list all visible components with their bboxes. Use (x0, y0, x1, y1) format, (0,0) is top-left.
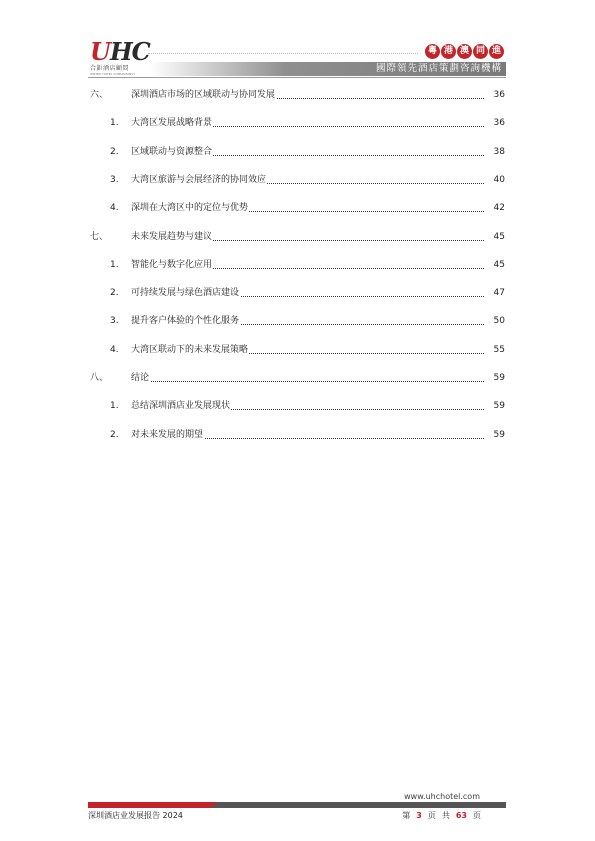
badge-circle: 粵 (425, 44, 440, 59)
toc-entry-number: 4. (110, 344, 119, 355)
tagline: 國際領先酒店策劃咨詢機構 (375, 63, 502, 74)
toc-entry-number: 3. (110, 316, 119, 327)
toc-entry-page: 59 (484, 399, 505, 413)
toc-entry-title: 对未来发展的期望 (131, 429, 204, 440)
toc-entry-title: 深圳酒店市场的区域联动与协同发展 (131, 90, 276, 100)
toc-dot-leader (131, 381, 494, 382)
toc-entry-number: 2. (110, 288, 119, 299)
toc-entry-page: 45 (484, 230, 505, 244)
toc-entry-number: 3. (110, 174, 119, 185)
header-dotted-line (148, 53, 418, 54)
toc-subsection-entry[interactable] (0, 286, 595, 300)
toc-entry-number: 七、 (90, 231, 109, 242)
toc-subsection-entry[interactable] (0, 314, 595, 328)
toc-entry-page: 47 (484, 286, 505, 300)
page-footer (88, 790, 506, 820)
toc-entry-number: 八、 (90, 373, 109, 383)
toc-section-entry[interactable] (0, 88, 595, 102)
toc-entry-title: 深圳在大湾区中的定位与优势 (131, 203, 249, 214)
toc-entry-page: 59 (484, 371, 505, 385)
toc-entry-page: 36 (484, 88, 505, 102)
toc-entry-title: 大湾区联动下的未来发展策略 (131, 344, 249, 355)
logo-chinese-name: 合鉅酒店顧問 (90, 65, 130, 72)
toc-entry-number: 1. (110, 401, 119, 412)
total-page-count: 63 (455, 811, 467, 820)
badge-circle: 進 (489, 44, 504, 59)
toc-entry-page: 36 (484, 116, 505, 130)
toc-entry-page: 38 (484, 145, 505, 159)
company-logo (88, 37, 150, 76)
header-divider (88, 77, 506, 78)
badge-circle: 同 (473, 44, 488, 59)
toc-entry-title: 结论 (131, 373, 150, 383)
toc-entry-number: 2. (110, 429, 119, 440)
toc-entry-number: 1. (110, 118, 119, 129)
toc-section-entry[interactable] (0, 230, 595, 244)
toc-entry-title: 可持续发展与绿色酒店建设 (131, 288, 240, 299)
toc-subsection-entry[interactable] (0, 173, 595, 187)
badge-circle: 港 (441, 44, 456, 59)
logo-english-name: UNITED HOTEL CONSULTANCY (90, 72, 136, 76)
website-url[interactable]: www.uhchotel.com (404, 792, 480, 801)
toc-entry-title: 提升客户体验的个性化服务 (131, 316, 240, 327)
toc-entry-title: 未来发展趋势与建议 (131, 231, 213, 242)
toc-entry-title: 智能化与数字化应用 (131, 259, 213, 270)
document-title: 深圳酒店业发展报告 2024 (88, 811, 183, 820)
footer-gray-bar (210, 802, 506, 808)
region-badges (425, 44, 504, 59)
current-page-number: 3 (416, 811, 422, 820)
toc-entry-number: 六、 (90, 90, 109, 100)
toc-entry-page: 55 (484, 343, 505, 357)
page-header (88, 37, 506, 78)
toc-entry-number: 2. (110, 146, 119, 157)
toc-entry-title: 区域联动与资源整合 (131, 146, 213, 157)
toc-entry-title: 总结深圳酒店业发展现状 (131, 401, 231, 412)
logo-mark: UHC (90, 37, 150, 66)
toc-subsection-entry[interactable] (0, 428, 595, 442)
footer-red-bar (88, 802, 218, 808)
badge-circle: 澳 (457, 44, 472, 59)
toc-entry-title: 大湾区发展战略背景 (131, 118, 213, 129)
toc-subsection-entry[interactable] (0, 343, 595, 357)
tagline-bar (150, 62, 506, 76)
toc-subsection-entry[interactable] (0, 258, 595, 272)
toc-entry-title: 大湾区旅游与会展经济的协同效应 (131, 174, 267, 185)
toc-subsection-entry[interactable] (0, 145, 595, 159)
toc-entry-number: 4. (110, 203, 119, 214)
toc-entry-number: 1. (110, 259, 119, 270)
toc-subsection-entry[interactable] (0, 399, 595, 413)
toc-entry-page: 42 (484, 201, 505, 215)
toc-entry-page: 50 (484, 314, 505, 328)
toc-section-entry[interactable] (0, 371, 595, 385)
page-number: 第 3 页 共 63 页 (402, 811, 481, 820)
toc-subsection-entry[interactable] (0, 116, 595, 130)
toc-subsection-entry[interactable] (0, 201, 595, 215)
toc-entry-page: 40 (484, 173, 505, 187)
toc-entry-page: 45 (484, 258, 505, 272)
toc-entry-page: 59 (484, 428, 505, 442)
